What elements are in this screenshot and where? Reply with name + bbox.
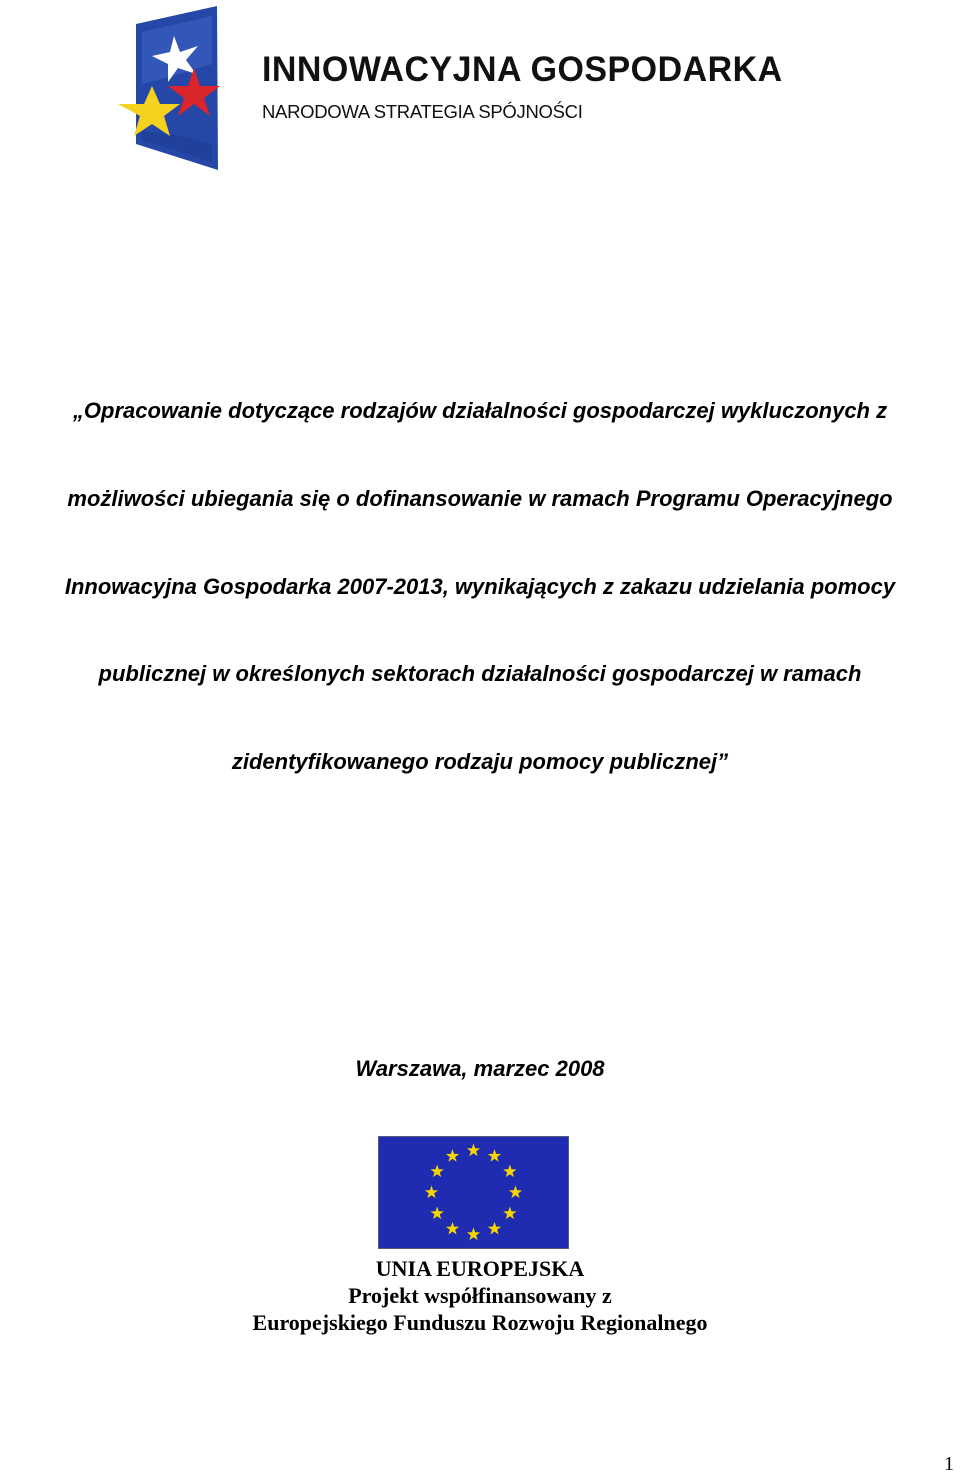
innowacyjna-gospodarka-logo-icon — [112, 4, 222, 174]
title-line: publicznej w określonych sektorach działalności gospodarczej w ramach — [98, 661, 862, 686]
title-line: Innowacyjna Gospodarka 2007-2013, wynikających z zakazu udzielania pomocy — [64, 574, 896, 599]
cofinance-line: Projekt współfinansowany z — [348, 1283, 612, 1308]
eu-flag-icon — [378, 1136, 569, 1249]
place-date: Warszawa, marzec 2008 — [355, 1056, 605, 1081]
title-line: możliwości ubiegania się o dofinansowanie w ramach Programu Operacyjnego — [67, 486, 893, 511]
brand-title: INNOWACYJNA GOSPODARKA — [262, 50, 783, 89]
title-line: „Opracowanie dotyczące rodzajów działalności gospodarczej wykluczonych z — [72, 398, 888, 423]
fund-name: Europejskiego Funduszu Rozwoju Regionalnego — [252, 1310, 708, 1335]
eu-label: UNIA EUROPEJSKA — [375, 1256, 585, 1281]
brand-subtitle: NARODOWA STRATEGIA SPÓJNOŚCI — [262, 101, 583, 122]
page-number: 1 — [944, 1453, 954, 1475]
title-line: zidentyfikowanego rodzaju pomocy publicznej” — [231, 749, 729, 774]
